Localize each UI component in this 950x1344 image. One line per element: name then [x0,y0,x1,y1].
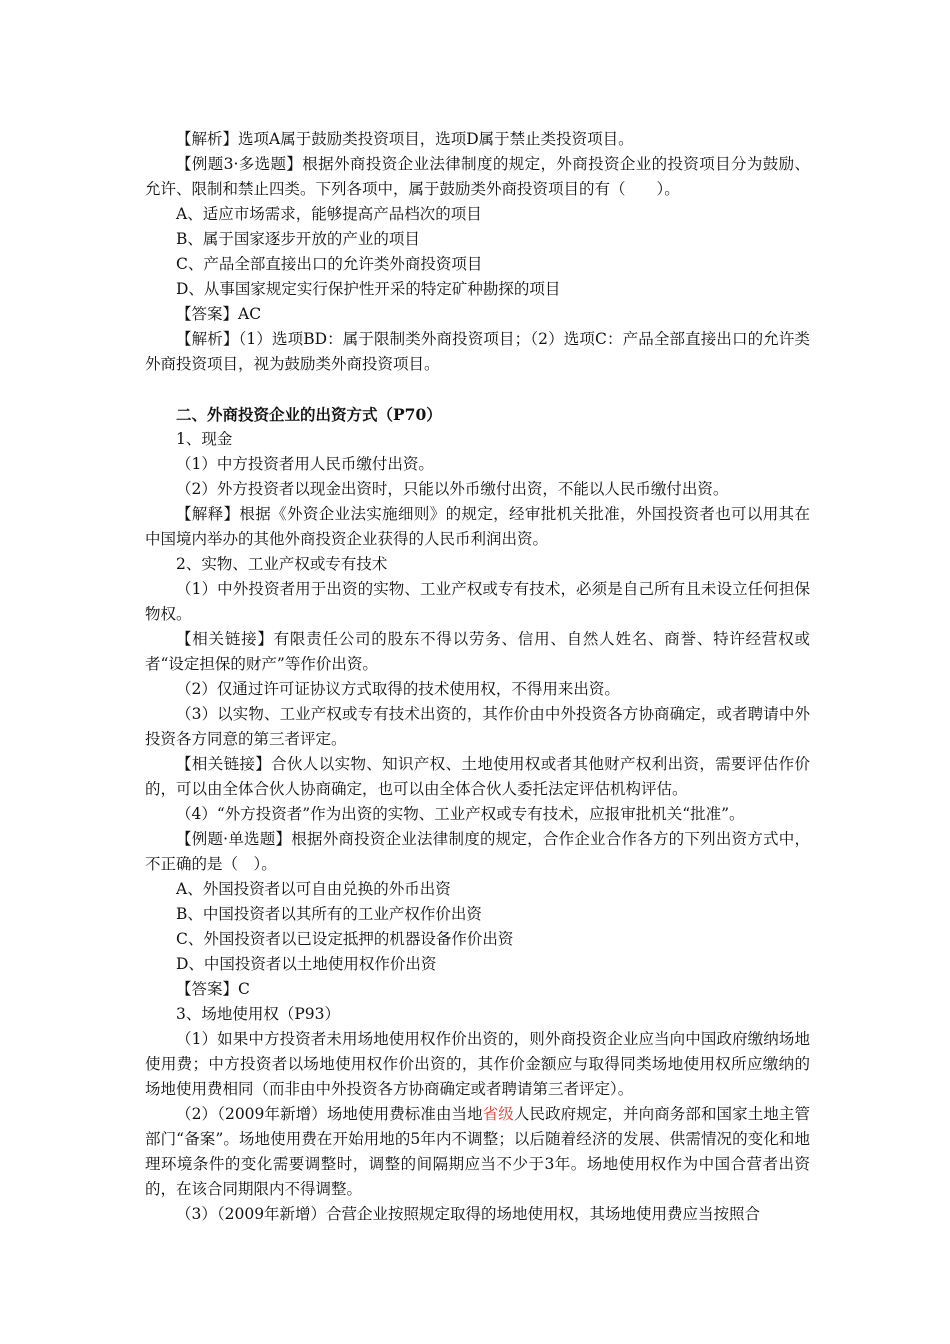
option-d-2: D、中国投资者以土地使用权作价出资 [176,955,437,973]
option-a-2: A、外国投资者以可自由兑换的外币出资 [176,880,451,898]
paragraph-cash-1: （1）中方投资者用人民币缴付出资。 [176,455,434,473]
paragraph-land-2 [145,1102,810,1202]
paragraph-example-3: 【例题3·多选题】根据外商投资企业法律制度的规定，外商投资企业的投资项目分为鼓励、允许、限制和禁止四类。下列各项中，属于鼓励类外商投资项目的有（ ）。 [145,155,810,198]
answer-2: 【答案】C [176,980,250,998]
paragraph-analysis-2: 【解析】（1）选项BD：属于限制类外商投资项目；（2）选项C：产品全部直接出口的允许类外商投资项目，视为鼓励类外商投资项目。 [145,330,810,373]
paragraph-explanation: 【解释】根据《外资企业法实施细则》的规定，经审批机关批准，外国投资者也可以用其在中国境内举办的其他外商投资企业获得的人民币利润出资。 [145,505,810,548]
option-d: D、从事国家规定实行保护性开采的特定矿种勘探的项目 [176,280,561,298]
option-c-2: C、外国投资者以已设定抵押的机器设备作价出资 [176,930,514,948]
option-b: B、属于国家逐步开放的产业的项目 [176,230,420,248]
paragraph-cash-2: （2）外方投资者以现金出资时，只能以外币缴付出资，不能以人民币缴付出资。 [176,480,729,498]
option-a: A、适应市场需求，能够提高产品档次的项目 [176,205,482,223]
document-body [145,127,810,1227]
answer-1: 【答案】AC [176,305,262,323]
paragraph-property-4: （4）“外方投资者”作为出资的实物、工业产权或专有技术，应报审批机关“批准”。 [176,805,745,823]
paragraph-example-single: 【例题·单选题】根据外商投资企业法律制度的规定，合作企业合作各方的下列出资方式中，不正确的是（ ）。 [145,830,810,873]
paragraph-property-1: （1）中外投资者用于出资的实物、工业产权或专有技术，必须是自己所有且未设立任何担保物权。 [145,580,810,623]
paragraph-analysis-1: 【解析】选项A属于鼓励类投资项目，选项D属于禁止类投资项目。 [176,130,634,148]
subheading-property: 2、实物、工业产权或专有技术 [176,555,388,573]
option-c: C、产品全部直接出口的允许类外商投资项目 [176,255,483,273]
subheading-land: 3、场地使用权（P93） [176,1005,341,1023]
paragraph-land-3: （3）（2009年新增）合营企业按照规定取得的场地使用权，其场地使用费应当按照合 [176,1205,761,1223]
option-b-2: B、中国投资者以其所有的工业产权作价出资 [176,905,482,923]
paragraph-land-2-after: 人民政府规定，并向商务部和国家土地主管部门“备案”。场地使用费在开始用地的5年内不调整；以后随着经济的发展、供需情况的变化和地理环境条件的变化需要调整时，调整的间隔期应当不少于3年。场地使用权作为中国合营者出资的，在该合同期限内不得调整。 [145,1105,810,1198]
subheading-cash: 1、现金 [176,430,233,448]
paragraph-land-1: （1）如果中方投资者未用场地使用权作价出资的，则外商投资企业应当向中国政府缴纳场地使用费；中方投资者以场地使用权作价出资的，其作价金额应与取得同类场地使用权所应缴纳的场地使用费相同（而非由中外投资各方协商确定或者聘请第三者评定）。 [145,1030,810,1098]
paragraph-related-link-2: 【相关链接】合伙人以实物、知识产权、土地使用权或者其他财产权利出资，需要评估作价的，可以由全体合伙人协商确定，也可以由全体合伙人委托法定评估机构评估。 [145,755,810,798]
paragraph-property-3: （3）以实物、工业产权或专有技术出资的，其作价由中外投资各方协商确定，或者聘请中外投资各方同意的第三者评定。 [145,705,810,748]
section-heading: 二、外商投资企业的出资方式（P70） [176,405,442,424]
paragraph-related-link-1: 【相关链接】有限责任公司的股东不得以劳务、信用、自然人姓名、商誉、特许经营权或者“设定担保的财产”等作价出资。 [145,630,810,673]
highlight-provincial: 省级 [482,1105,514,1123]
paragraph-property-2: （2）仅通过许可证协议方式取得的技术使用权，不得用来出资。 [176,680,620,698]
paragraph-land-2-before: （2）（2009年新增）场地使用费标准由当地 [176,1105,483,1123]
